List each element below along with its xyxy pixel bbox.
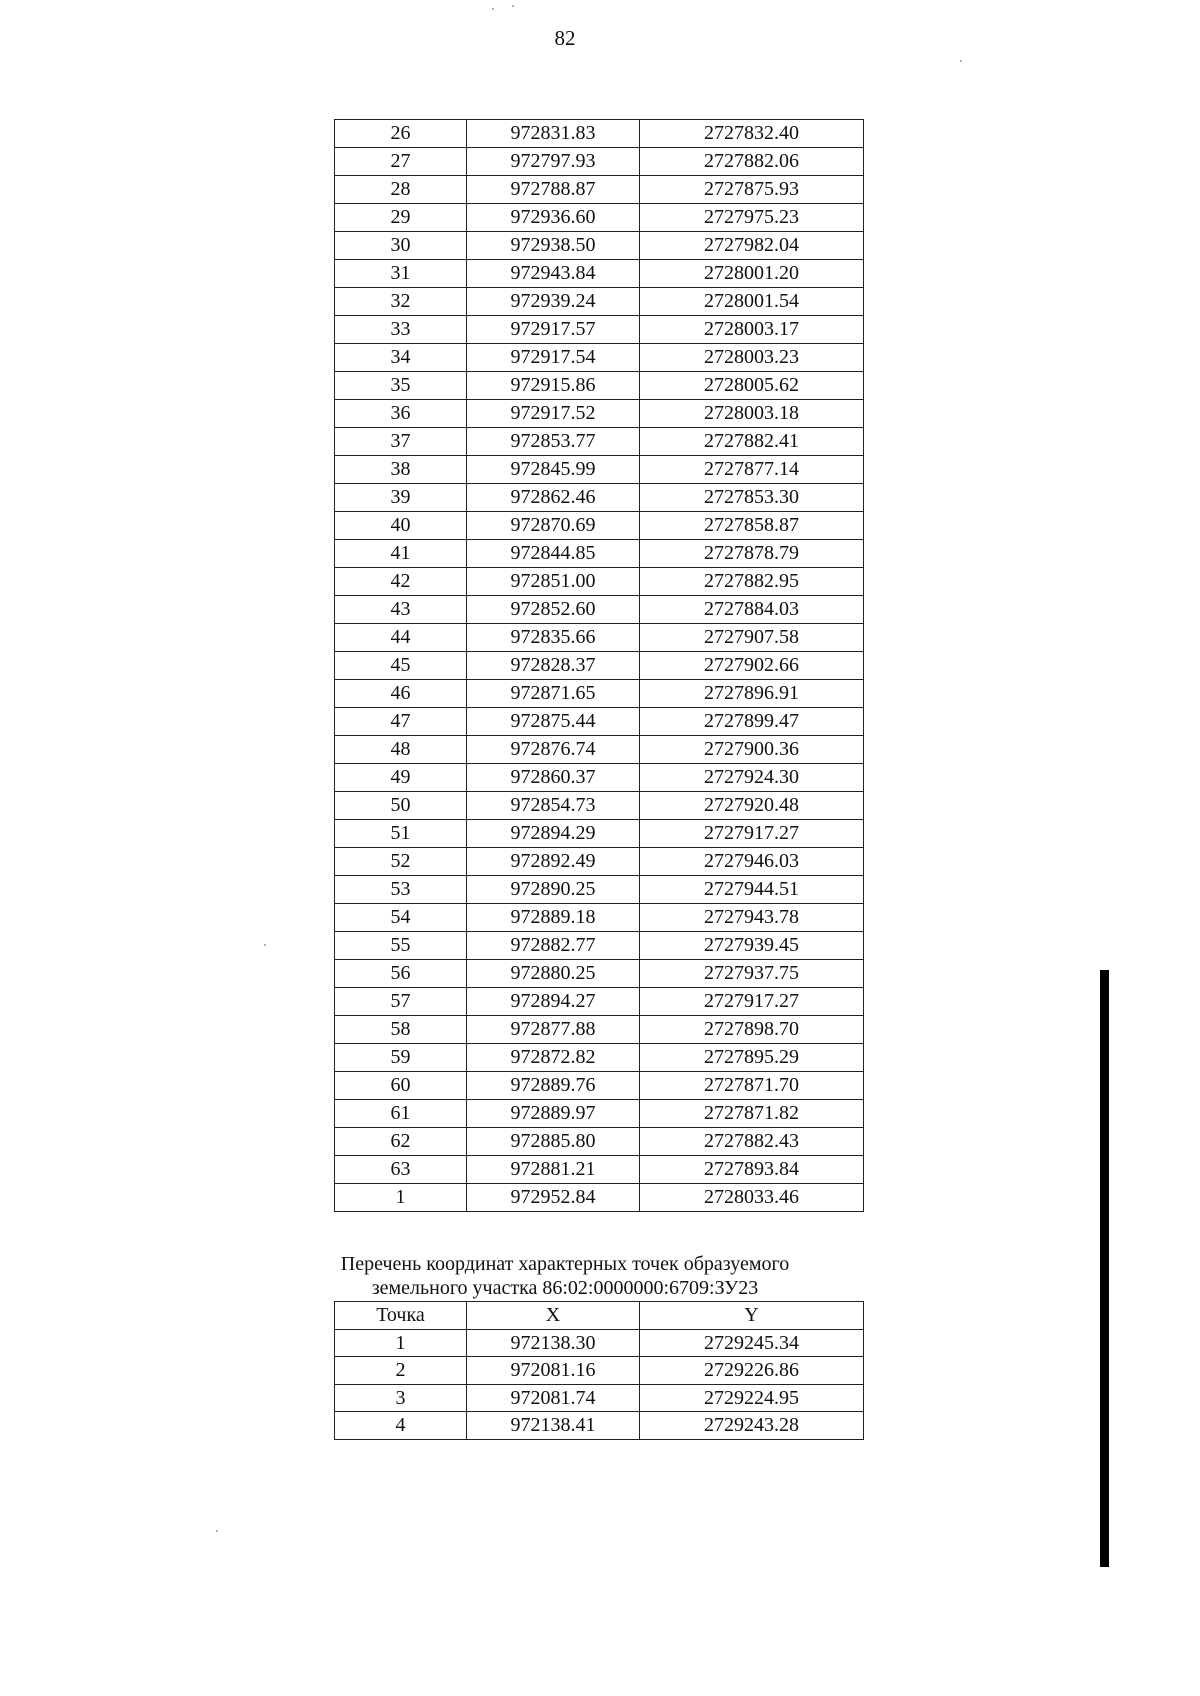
cell-y: 2729226.86 <box>640 1357 864 1385</box>
scan-speck <box>264 944 266 946</box>
cell-point: 45 <box>335 652 467 680</box>
scan-speck <box>512 5 514 7</box>
cell-x: 972890.25 <box>467 876 640 904</box>
header-y: Y <box>640 1302 864 1330</box>
section-heading-line-1: Перечень координат характерных точек образуемого <box>340 1253 790 1275</box>
cell-x: 972835.66 <box>467 624 640 652</box>
page-number: 82 <box>554 26 576 50</box>
cell-point: 37 <box>335 428 467 456</box>
table-row <box>335 680 864 708</box>
cell-x: 972081.16 <box>467 1357 640 1385</box>
cell-y: 2727875.93 <box>640 176 864 204</box>
cell-y: 2727871.70 <box>640 1072 864 1100</box>
cell-point: 56 <box>335 960 467 988</box>
coordinates-table-zu23 <box>334 1301 864 1440</box>
cell-y: 2727917.27 <box>640 988 864 1016</box>
cell-y: 2729245.34 <box>640 1329 864 1357</box>
cell-y: 2727900.36 <box>640 736 864 764</box>
cell-x: 972870.69 <box>467 512 640 540</box>
table-row <box>335 204 864 232</box>
cell-y: 2727917.27 <box>640 820 864 848</box>
cell-y: 2727898.70 <box>640 1016 864 1044</box>
cell-x: 972875.44 <box>467 708 640 736</box>
cell-point: 62 <box>335 1128 467 1156</box>
cell-y: 2727858.87 <box>640 512 864 540</box>
cell-x: 972936.60 <box>467 204 640 232</box>
cell-y: 2727920.48 <box>640 792 864 820</box>
cell-point: 3 <box>335 1384 467 1412</box>
table-row <box>335 596 864 624</box>
section-heading-zu23 <box>300 1252 830 1300</box>
cell-y: 2727899.47 <box>640 708 864 736</box>
cell-x: 972853.77 <box>467 428 640 456</box>
cell-y: 2727895.29 <box>640 1044 864 1072</box>
cell-y: 2728001.20 <box>640 260 864 288</box>
cell-x: 972882.77 <box>467 932 640 960</box>
table-row <box>335 176 864 204</box>
table-row <box>335 1412 864 1440</box>
cell-y: 2727853.30 <box>640 484 864 512</box>
cell-point: 63 <box>335 1156 467 1184</box>
cell-y: 2727982.04 <box>640 232 864 260</box>
cell-y: 2727939.45 <box>640 932 864 960</box>
cell-y: 2727896.91 <box>640 680 864 708</box>
table-row <box>335 540 864 568</box>
table-header-row <box>335 1302 864 1330</box>
cell-y: 2727946.03 <box>640 848 864 876</box>
table-row <box>335 820 864 848</box>
table-row <box>335 1184 864 1212</box>
cell-point: 41 <box>335 540 467 568</box>
scan-speck <box>492 8 494 10</box>
table-row <box>335 120 864 148</box>
table-row <box>335 708 864 736</box>
cell-point: 59 <box>335 1044 467 1072</box>
section-heading-line-2: земельного участка 86:02:0000000:6709:ЗУ23 <box>371 1277 759 1299</box>
cell-y: 2727893.84 <box>640 1156 864 1184</box>
cell-point: 61 <box>335 1100 467 1128</box>
table-row <box>335 484 864 512</box>
cell-y: 2728001.54 <box>640 288 864 316</box>
cell-y: 2727943.78 <box>640 904 864 932</box>
cell-x: 972889.18 <box>467 904 640 932</box>
cell-x: 972894.29 <box>467 820 640 848</box>
cell-y: 2727884.03 <box>640 596 864 624</box>
cell-y: 2728033.46 <box>640 1184 864 1212</box>
cell-y: 2727877.14 <box>640 456 864 484</box>
table-row <box>335 568 864 596</box>
cell-x: 972862.46 <box>467 484 640 512</box>
cell-point: 34 <box>335 344 467 372</box>
table-row <box>335 792 864 820</box>
cell-x: 972917.54 <box>467 344 640 372</box>
table-row <box>335 232 864 260</box>
cell-point: 48 <box>335 736 467 764</box>
table-row <box>335 932 864 960</box>
scan-speck <box>960 60 962 62</box>
table-row <box>335 260 864 288</box>
cell-x: 972877.88 <box>467 1016 640 1044</box>
table-row <box>335 512 864 540</box>
cell-y: 2729243.28 <box>640 1412 864 1440</box>
cell-point: 42 <box>335 568 467 596</box>
cell-point: 35 <box>335 372 467 400</box>
cell-x: 972860.37 <box>467 764 640 792</box>
cell-x: 972881.21 <box>467 1156 640 1184</box>
cell-y: 2727937.75 <box>640 960 864 988</box>
cell-y: 2727832.40 <box>640 120 864 148</box>
cell-point: 49 <box>335 764 467 792</box>
table-row <box>335 876 864 904</box>
cell-y: 2727871.82 <box>640 1100 864 1128</box>
cell-x: 972845.99 <box>467 456 640 484</box>
table-row <box>335 428 864 456</box>
cell-point: 44 <box>335 624 467 652</box>
cell-y: 2727975.23 <box>640 204 864 232</box>
coordinates-table-body <box>335 120 864 1212</box>
cell-point: 27 <box>335 148 467 176</box>
cell-point: 39 <box>335 484 467 512</box>
cell-x: 972828.37 <box>467 652 640 680</box>
table-row <box>335 652 864 680</box>
table-row <box>335 736 864 764</box>
cell-point: 29 <box>335 204 467 232</box>
cell-point: 30 <box>335 232 467 260</box>
cell-point: 36 <box>335 400 467 428</box>
cell-y: 2727882.95 <box>640 568 864 596</box>
table-row <box>335 288 864 316</box>
scan-edge-shadow <box>1100 970 1109 1567</box>
cell-x: 972844.85 <box>467 540 640 568</box>
cell-x: 972885.80 <box>467 1128 640 1156</box>
cell-point: 1 <box>335 1329 467 1357</box>
table-row <box>335 904 864 932</box>
cell-x: 972880.25 <box>467 960 640 988</box>
cell-point: 57 <box>335 988 467 1016</box>
cell-y: 2728003.23 <box>640 344 864 372</box>
cell-x: 972952.84 <box>467 1184 640 1212</box>
cell-point: 46 <box>335 680 467 708</box>
cell-point: 1 <box>335 1184 467 1212</box>
table-row <box>335 1100 864 1128</box>
cell-y: 2727882.41 <box>640 428 864 456</box>
cell-point: 43 <box>335 596 467 624</box>
table-row <box>335 372 864 400</box>
header-point: Точка <box>335 1302 467 1330</box>
cell-point: 33 <box>335 316 467 344</box>
table-row <box>335 624 864 652</box>
cell-point: 51 <box>335 820 467 848</box>
cell-x: 972943.84 <box>467 260 640 288</box>
cell-point: 47 <box>335 708 467 736</box>
cell-point: 32 <box>335 288 467 316</box>
table-row <box>335 1357 864 1385</box>
cell-x: 972788.87 <box>467 176 640 204</box>
cell-x: 972872.82 <box>467 1044 640 1072</box>
cell-y: 2729224.95 <box>640 1384 864 1412</box>
table-row <box>335 456 864 484</box>
cell-x: 972797.93 <box>467 148 640 176</box>
cell-x: 972081.74 <box>467 1384 640 1412</box>
cell-point: 38 <box>335 456 467 484</box>
cell-x: 972851.00 <box>467 568 640 596</box>
cell-point: 58 <box>335 1016 467 1044</box>
cell-y: 2727924.30 <box>640 764 864 792</box>
cell-y: 2727907.58 <box>640 624 864 652</box>
table-row <box>335 344 864 372</box>
cell-x: 972917.52 <box>467 400 640 428</box>
cell-point: 53 <box>335 876 467 904</box>
table-row <box>335 1329 864 1357</box>
table-row <box>335 960 864 988</box>
cell-point: 31 <box>335 260 467 288</box>
table-row <box>335 1128 864 1156</box>
cell-y: 2727902.66 <box>640 652 864 680</box>
cell-point: 40 <box>335 512 467 540</box>
cell-point: 4 <box>335 1412 467 1440</box>
table-row <box>335 764 864 792</box>
cell-point: 52 <box>335 848 467 876</box>
cell-x: 972852.60 <box>467 596 640 624</box>
cell-x: 972876.74 <box>467 736 640 764</box>
table-row <box>335 988 864 1016</box>
table-row <box>335 848 864 876</box>
table-row <box>335 1072 864 1100</box>
cell-point: 55 <box>335 932 467 960</box>
cell-y: 2728005.62 <box>640 372 864 400</box>
cell-x: 972917.57 <box>467 316 640 344</box>
table-row <box>335 148 864 176</box>
table-row <box>335 1016 864 1044</box>
cell-y: 2727882.06 <box>640 148 864 176</box>
cell-x: 972889.76 <box>467 1072 640 1100</box>
cell-point: 28 <box>335 176 467 204</box>
cell-x: 972939.24 <box>467 288 640 316</box>
scan-speck <box>216 1530 218 1532</box>
cell-x: 972854.73 <box>467 792 640 820</box>
cell-y: 2728003.18 <box>640 400 864 428</box>
cell-point: 54 <box>335 904 467 932</box>
cell-point: 50 <box>335 792 467 820</box>
cell-y: 2728003.17 <box>640 316 864 344</box>
cell-y: 2727882.43 <box>640 1128 864 1156</box>
cell-point: 2 <box>335 1357 467 1385</box>
coordinates-table-continued <box>334 119 864 1212</box>
cell-y: 2727944.51 <box>640 876 864 904</box>
cell-x: 972138.30 <box>467 1329 640 1357</box>
cell-x: 972915.86 <box>467 372 640 400</box>
cell-x: 972889.97 <box>467 1100 640 1128</box>
cell-point: 26 <box>335 120 467 148</box>
table-row <box>335 1384 864 1412</box>
header-x: X <box>467 1302 640 1330</box>
cell-x: 972831.83 <box>467 120 640 148</box>
cell-x: 972892.49 <box>467 848 640 876</box>
coordinates-table-zu23-body <box>335 1329 864 1439</box>
table-row <box>335 316 864 344</box>
cell-x: 972938.50 <box>467 232 640 260</box>
table-row <box>335 400 864 428</box>
cell-x: 972871.65 <box>467 680 640 708</box>
table-row <box>335 1044 864 1072</box>
cell-point: 60 <box>335 1072 467 1100</box>
table-row <box>335 1156 864 1184</box>
cell-x: 972138.41 <box>467 1412 640 1440</box>
cell-x: 972894.27 <box>467 988 640 1016</box>
cell-y: 2727878.79 <box>640 540 864 568</box>
